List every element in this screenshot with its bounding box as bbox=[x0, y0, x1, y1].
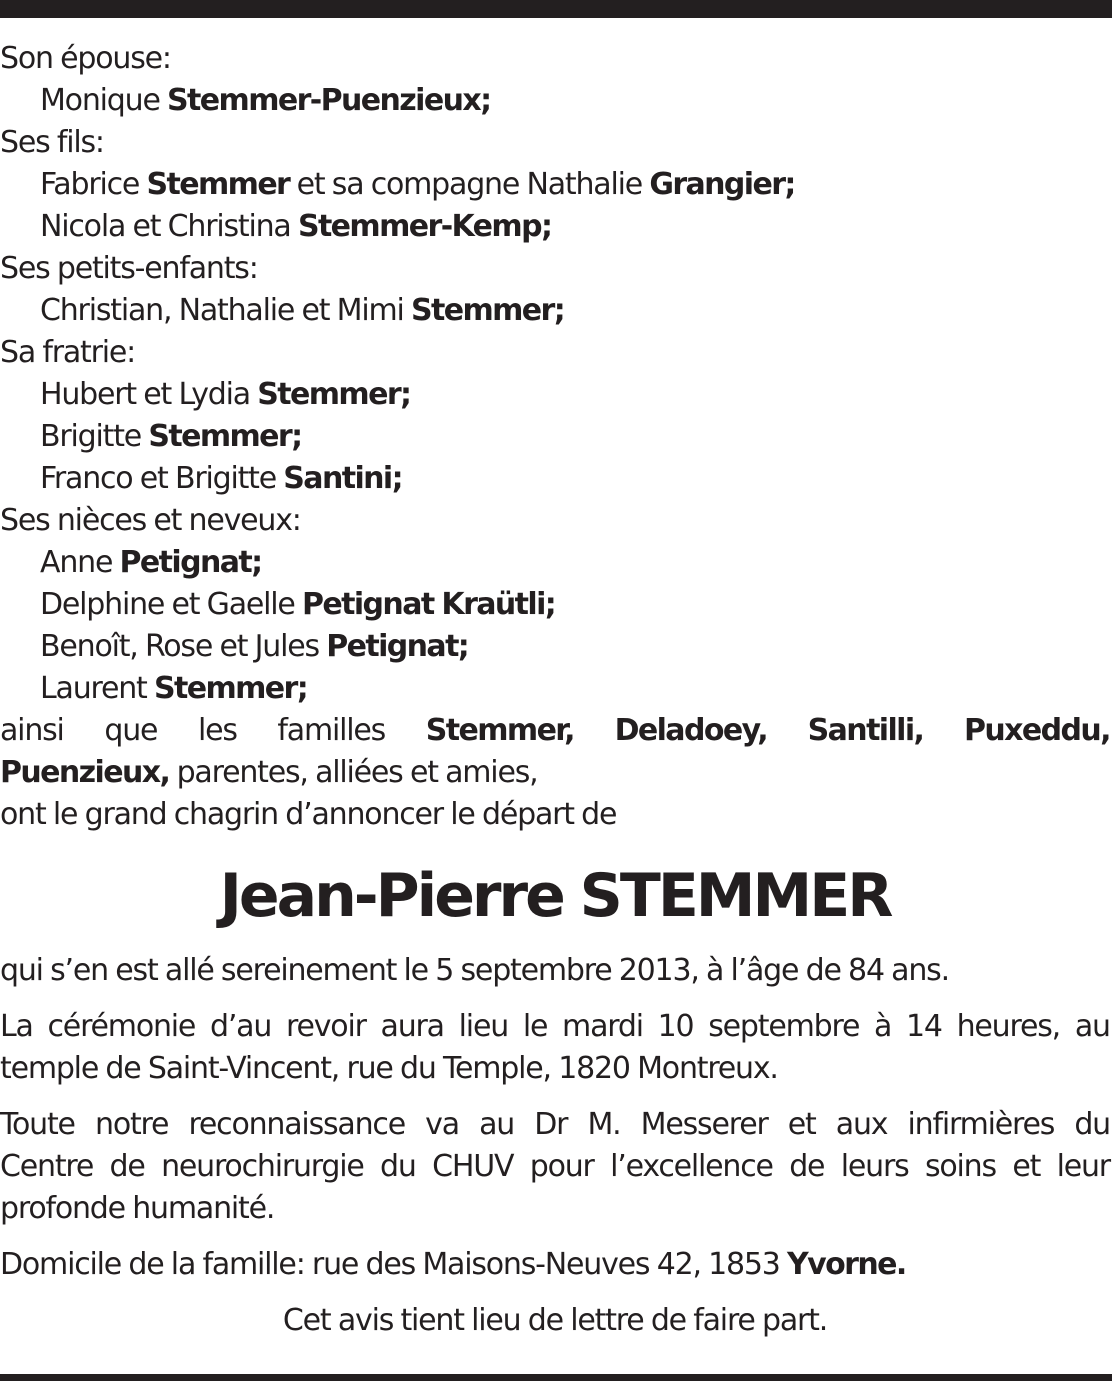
domicile-line bbox=[0, 1244, 1110, 1286]
member-surname: Santini; bbox=[283, 461, 402, 496]
word: du bbox=[380, 1149, 416, 1184]
thanks-paragraph bbox=[0, 1104, 1110, 1230]
word: Messerer bbox=[640, 1107, 768, 1142]
announce-text: ont le grand chagrin d’annoncer le départ de bbox=[0, 797, 617, 832]
member-given-names: Brigitte bbox=[40, 419, 149, 454]
passed-text: qui s’en est allé sereinement le 5 septembre 2013, à l’âge de 84 ans. bbox=[0, 953, 949, 988]
member-surname: Petignat; bbox=[326, 629, 469, 664]
member-surname: Stemmer; bbox=[257, 377, 411, 412]
member-surname: Petignat Kraütli; bbox=[302, 587, 556, 622]
top-rule bbox=[0, 0, 1112, 18]
family-member bbox=[0, 542, 1110, 584]
member-surname: Stemmer; bbox=[410, 293, 565, 328]
word: le bbox=[522, 1009, 548, 1044]
word: aura bbox=[380, 1009, 444, 1044]
word: aux bbox=[835, 1107, 888, 1142]
word: neurochirurgie bbox=[161, 1149, 364, 1184]
ceremony-line bbox=[0, 1006, 1110, 1048]
family-heading: Ses fils: bbox=[0, 125, 104, 160]
word: 14 bbox=[906, 1009, 942, 1044]
family-member bbox=[0, 668, 1110, 710]
word: heures, bbox=[956, 1009, 1060, 1044]
word: Toute bbox=[0, 1107, 75, 1142]
member-surname: Stemmer; bbox=[153, 671, 308, 706]
ceremony-paragraph bbox=[0, 1006, 1110, 1090]
families-word: ainsi bbox=[0, 713, 64, 748]
word: de bbox=[109, 1149, 145, 1184]
passed-paragraph bbox=[0, 950, 1110, 992]
relatives-text: parentes, alliées et amies, bbox=[169, 755, 538, 790]
family-name: Deladoey, bbox=[614, 713, 767, 748]
thanks-line bbox=[0, 1104, 1110, 1146]
family-member bbox=[0, 290, 1110, 332]
family-name: Puxeddu, bbox=[964, 713, 1110, 748]
word: lieu bbox=[458, 1009, 509, 1044]
word: d’au bbox=[210, 1009, 272, 1044]
word: l’excellence bbox=[610, 1149, 773, 1184]
member-given-names: Monique bbox=[40, 83, 168, 118]
domicile-town: Yvorne. bbox=[787, 1247, 906, 1282]
member-surname: Stemmer; bbox=[148, 419, 302, 454]
family-name: Puenzieux, bbox=[0, 755, 170, 790]
word: au bbox=[479, 1107, 515, 1142]
word: et bbox=[787, 1107, 816, 1142]
notice-text: Cet avis tient lieu de lettre de faire part. bbox=[282, 1303, 828, 1338]
word: La bbox=[0, 1009, 33, 1044]
word: leurs bbox=[840, 1149, 909, 1184]
word: CHUV bbox=[432, 1149, 514, 1184]
obituary-notice bbox=[0, 38, 1110, 1342]
family-member bbox=[0, 416, 1110, 458]
word: mardi bbox=[562, 1009, 643, 1044]
family-member bbox=[0, 458, 1110, 500]
word: va bbox=[425, 1107, 459, 1142]
member-given-names: Benoît, Rose et Jules bbox=[40, 629, 327, 664]
families-line bbox=[0, 710, 1110, 752]
member-given-names: Fabrice bbox=[40, 167, 147, 202]
family-name: Stemmer, bbox=[425, 713, 574, 748]
family-name: Santilli, bbox=[807, 713, 924, 748]
family-heading: Ses nièces et neveux: bbox=[0, 503, 301, 538]
member-surname: Petignat; bbox=[119, 545, 262, 580]
word: 10 bbox=[657, 1009, 694, 1044]
member-given-names: Anne bbox=[40, 545, 120, 580]
families-line-2 bbox=[0, 752, 1110, 794]
word: reconnaissance bbox=[188, 1107, 405, 1142]
families-word: que bbox=[104, 713, 158, 748]
word: leur bbox=[1056, 1149, 1110, 1184]
member-given-names: Franco et Brigitte bbox=[40, 461, 284, 496]
word: soins bbox=[924, 1149, 996, 1184]
thanks-line bbox=[0, 1146, 1110, 1188]
word: au bbox=[1074, 1009, 1110, 1044]
family-heading: Ses petits-enfants: bbox=[0, 251, 258, 286]
word: à bbox=[874, 1009, 892, 1044]
member-given-names: et sa compagne Nathalie bbox=[289, 167, 650, 202]
ceremony-line: temple de Saint-Vincent, rue du Temple, 1820 Montreux. bbox=[0, 1051, 778, 1086]
member-given-names: Hubert et Lydia bbox=[40, 377, 258, 412]
word: Dr bbox=[534, 1107, 568, 1142]
family-member bbox=[0, 80, 1110, 122]
word: pour bbox=[529, 1149, 594, 1184]
word: Centre bbox=[0, 1149, 94, 1184]
word: du bbox=[1074, 1107, 1110, 1142]
member-given-names: Nicola et Christina bbox=[40, 209, 298, 244]
word: cérémonie bbox=[47, 1009, 196, 1044]
family-member bbox=[0, 164, 1110, 206]
family-member bbox=[0, 206, 1110, 248]
word: notre bbox=[95, 1107, 169, 1142]
families-word: les bbox=[197, 713, 237, 748]
domicile-text: Domicile de la famille: rue des Maisons-Neuves 42, 1853 bbox=[0, 1247, 788, 1282]
domicile-paragraph bbox=[0, 1244, 1110, 1286]
member-surname: Stemmer bbox=[146, 167, 290, 202]
member-surname: Grangier; bbox=[649, 167, 795, 202]
word: septembre bbox=[708, 1009, 860, 1044]
word: revoir bbox=[286, 1009, 366, 1044]
bottom-rule bbox=[0, 1374, 1112, 1381]
word: M. bbox=[587, 1107, 621, 1142]
member-surname: Stemmer-Kemp; bbox=[297, 209, 552, 244]
family-member bbox=[0, 584, 1110, 626]
family-heading: Son épouse: bbox=[0, 41, 171, 76]
word: et bbox=[1012, 1149, 1041, 1184]
member-given-names: Delphine et Gaelle bbox=[40, 587, 302, 622]
deceased-name: Jean-Pierre STEMMER bbox=[219, 861, 891, 931]
member-surname: Stemmer-Puenzieux; bbox=[167, 83, 491, 118]
family-member bbox=[0, 374, 1110, 416]
member-given-names: Laurent bbox=[40, 671, 154, 706]
families-word: familles bbox=[277, 713, 386, 748]
word: infirmières bbox=[907, 1107, 1055, 1142]
family-member bbox=[0, 626, 1110, 668]
family-heading: Sa fratrie: bbox=[0, 335, 136, 370]
word: de bbox=[789, 1149, 825, 1184]
thanks-line: profonde humanité. bbox=[0, 1191, 275, 1226]
member-given-names: Christian, Nathalie et Mimi bbox=[40, 293, 411, 328]
family-list bbox=[0, 38, 1110, 710]
